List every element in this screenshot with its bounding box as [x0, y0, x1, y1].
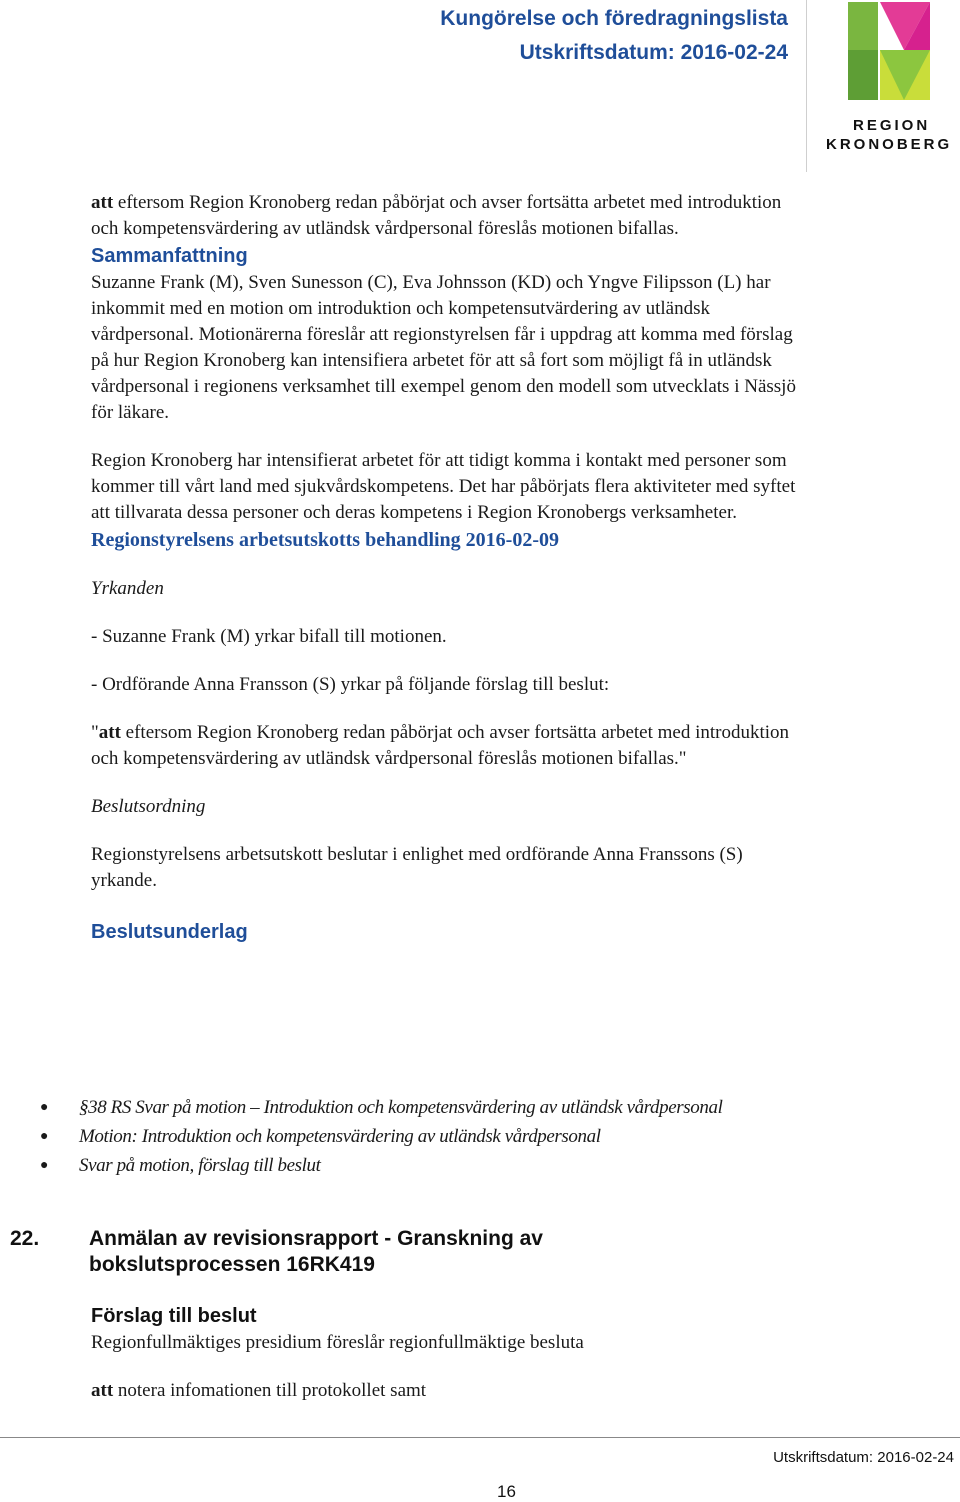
- claim-1: - Suzanne Frank (M) yrkar bifall till motionen.: [91, 626, 447, 647]
- header-divider: [806, 0, 807, 172]
- basis-list: [40, 1093, 722, 1180]
- proposal-intro: Regionfullmäktiges presidium föreslår regionfullmäktige besluta: [91, 1332, 584, 1353]
- footer-print-date: Utskriftsdatum: 2016-02-24: [773, 1449, 954, 1466]
- footer-divider: [0, 1437, 960, 1438]
- committee-heading: Regionstyrelsens arbetsutskotts behandling 2016-02-09: [91, 529, 559, 551]
- summary-paragraph-1: Suzanne Frank (M), Sven Sunesson (C), Eva Johnsson (KD) och Yngve Filipsson (L) har inkommit med en motion om introduktion och kompetensutvärdering av utländsk vårdpersonal. Motionärerna föreslår att regionstyrelsen får i uppdrag att komma med förslag på hur Region Kronoberg kan intensifiera arbetet för att så fort som möjligt få in utländsk vårdpersonal i regionens verksamhet till exempel genom den modell som utvecklats i Nässjö för läkare.: [91, 272, 796, 423]
- proposal-att-line: att notera infomationen till protokollet samt: [91, 1380, 427, 1401]
- quoted-proposal: "att eftersom Region Kronoberg redan påbörjat och avser fortsätta arbetet med introduktion och kompetensvärdering av utländsk vårdpersonal föreslås motionen bifallas.": [91, 722, 790, 769]
- att-keyword: att: [98, 722, 121, 743]
- logo-text-kronoberg: KRONOBERG: [826, 136, 953, 153]
- decision-order-label: Beslutsordning: [91, 796, 206, 817]
- agenda-item-number: 22.: [10, 1227, 40, 1250]
- list-item[interactable]: ● Motion: Introduktion och kompetensvärdering av utländsk vårdpersonal: [40, 1122, 722, 1151]
- page-number: 16: [497, 1482, 516, 1501]
- header-print-date: Utskriftsdatum: 2016-02-24: [519, 41, 788, 64]
- decision-order-text: Regionstyrelsens arbetsutskott beslutar i enlighet med ordförande Anna Franssons (S) yrkande.: [91, 844, 743, 891]
- summary-paragraph-2: Region Kronoberg har intensifierat arbetet för att tidigt komma i kontakt med personer som kommer till vårt land med sjukvårdskompetens. Det har påbörjats flera aktiviteter med syftet att tillvarata dessa personer och deras kompetens i Region Kronobergs verksamheter.: [91, 450, 796, 523]
- att-keyword: att: [91, 1380, 114, 1401]
- item22-content: [91, 1302, 811, 1404]
- proposal-paragraph: [91, 190, 811, 242]
- document-title: Kungörelse och föredragningslista: [440, 7, 788, 30]
- att-keyword: att: [91, 192, 114, 213]
- list-item[interactable]: ● Svar på motion, förslag till beslut: [40, 1151, 722, 1180]
- basis-heading: Beslutsunderlag: [91, 921, 248, 943]
- main-content: [91, 190, 811, 946]
- proposal-heading: Förslag till beslut: [91, 1305, 257, 1327]
- agenda-item-title: Anmälan av revisionsrapport - Granskning av bokslutsprocessen 16RK419: [89, 1227, 543, 1276]
- proposal-text: eftersom Region Kronoberg redan påbörjat och avser fortsätta arbetet med introduktion och kompetensvärdering av utländsk vårdpersonal föreslås motionen bifallas.: [91, 192, 782, 239]
- summary-heading: Sammanfattning: [91, 245, 248, 267]
- list-item[interactable]: ● §38 RS Svar på motion – Introduktion och kompetensvärdering av utländsk vårdpersonal: [40, 1093, 722, 1122]
- logo-text-region: REGION: [853, 117, 931, 134]
- claims-label: Yrkanden: [91, 578, 164, 599]
- claim-2: - Ordförande Anna Fransson (S) yrkar på följande förslag till beslut:: [91, 674, 610, 695]
